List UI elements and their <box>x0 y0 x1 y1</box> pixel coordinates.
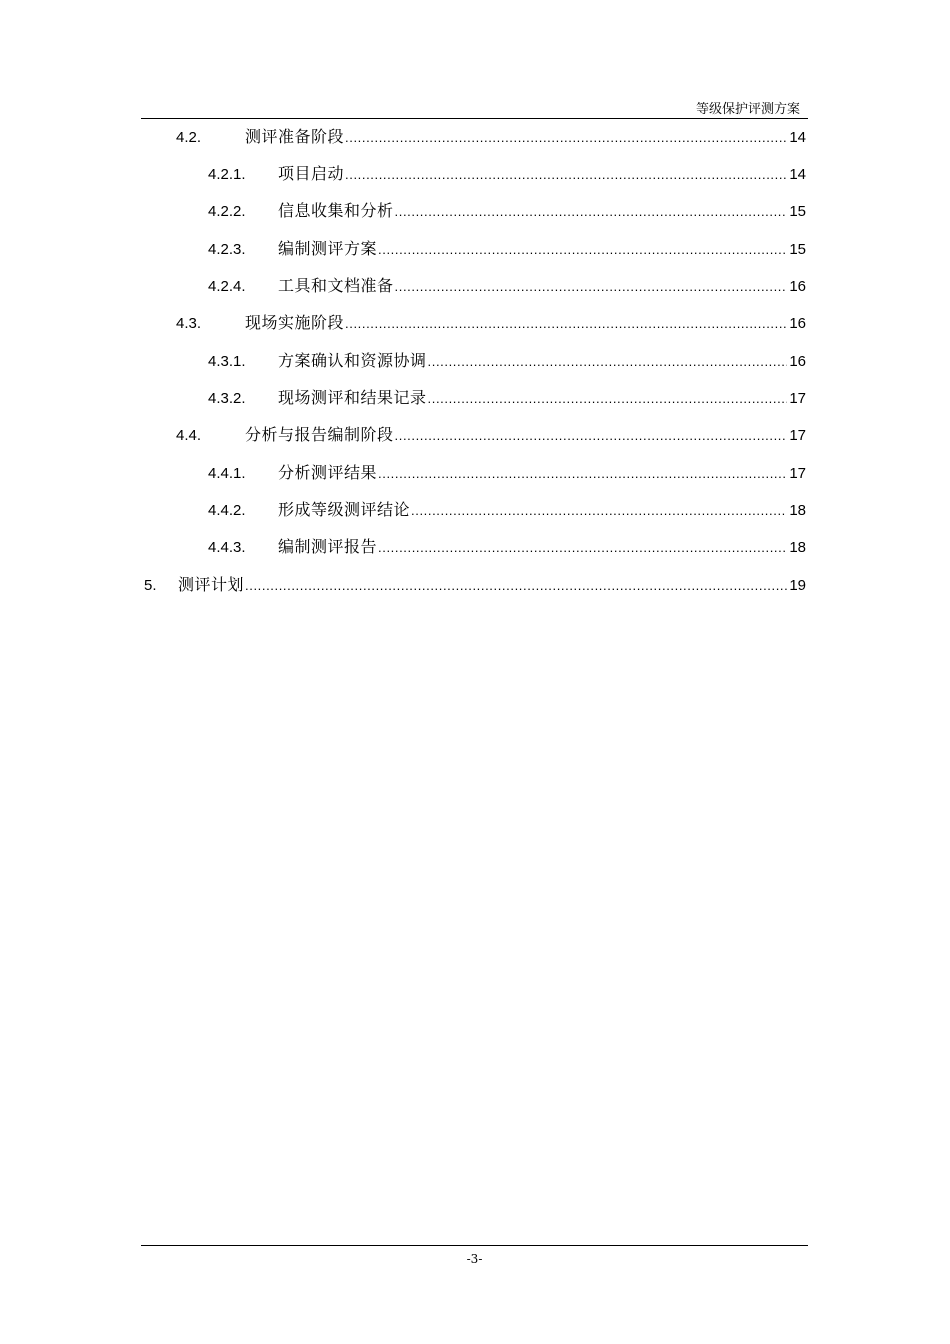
toc-entry-number: 4.3.2. <box>208 390 246 407</box>
table-of-contents <box>0 0 950 600</box>
toc-entry-4-2-2[interactable] <box>208 200 806 222</box>
toc-entry-title: 方案确认和资源协调 <box>278 351 427 370</box>
toc-entry-title: 编制测评方案 <box>278 239 378 258</box>
toc-entry-4-4[interactable] <box>176 424 806 446</box>
toc-leader-dots <box>395 276 788 298</box>
toc-entry-page: 14 <box>789 166 806 183</box>
toc-entry-page: 15 <box>789 241 806 258</box>
toc-entry-title: 现场测评和结果记录 <box>278 388 427 407</box>
toc-leader-dots <box>428 388 788 410</box>
toc-entry-number: 4.4. <box>176 427 202 444</box>
toc-entry-page: 19 <box>789 577 806 594</box>
toc-leader-dots <box>411 500 787 522</box>
toc-entry-page: 17 <box>789 465 806 482</box>
toc-entry-title: 测评准备阶段 <box>245 127 345 146</box>
toc-leader-dots <box>428 351 788 373</box>
toc-entry-title: 现场实施阶段 <box>245 313 345 332</box>
toc-entry-title: 信息收集和分析 <box>278 201 394 220</box>
toc-entry-number: 4.4.1. <box>208 465 246 482</box>
toc-entry-number: 4.2.4. <box>208 278 246 295</box>
toc-entry-page: 16 <box>789 353 806 370</box>
toc-entry-5[interactable] <box>144 574 806 596</box>
toc-entry-page: 18 <box>789 502 806 519</box>
toc-entry-title: 分析测评结果 <box>278 463 378 482</box>
toc-entry-page: 16 <box>789 315 806 332</box>
toc-entry-title: 形成等级测评结论 <box>278 500 411 519</box>
toc-entry-4-3-1[interactable] <box>208 350 806 372</box>
toc-entry-4-2-1[interactable] <box>208 163 806 185</box>
page-number: -3- <box>466 1252 483 1266</box>
toc-entry-4-3-2[interactable] <box>208 387 806 409</box>
toc-leader-dots <box>378 463 787 485</box>
toc-leader-dots <box>345 164 787 186</box>
toc-leader-dots <box>395 201 788 223</box>
toc-entry-number: 4.3.1. <box>208 353 246 370</box>
toc-entry-number: 5. <box>144 577 157 594</box>
toc-entry-number: 4.3. <box>176 315 202 332</box>
toc-entry-page: 16 <box>789 278 806 295</box>
toc-entry-number: 4.2.1. <box>208 166 246 183</box>
toc-entry-number: 4.4.3. <box>208 539 246 556</box>
toc-entry-4-3[interactable] <box>176 312 806 334</box>
toc-entry-4-2-3[interactable] <box>208 238 806 260</box>
toc-entry-title: 测评计划 <box>178 575 245 594</box>
toc-entry-number: 4.2.2. <box>208 203 246 220</box>
toc-entry-page: 17 <box>789 390 806 407</box>
toc-entry-title: 编制测评报告 <box>278 537 378 556</box>
toc-leader-dots <box>345 313 787 335</box>
toc-leader-dots <box>378 537 787 559</box>
toc-entry-page: 14 <box>789 129 806 146</box>
header-title: 等级保护评测方案 <box>695 102 800 117</box>
toc-entry-number: 4.2. <box>176 129 202 146</box>
toc-leader-dots <box>245 575 787 597</box>
toc-entry-page: 18 <box>789 539 806 556</box>
toc-entry-number: 4.4.2. <box>208 502 246 519</box>
toc-entry-4-4-1[interactable] <box>208 462 806 484</box>
toc-entry-4-2-4[interactable] <box>208 275 806 297</box>
toc-entry-title: 项目启动 <box>278 164 345 183</box>
page-footer <box>141 1245 808 1266</box>
toc-leader-dots <box>378 239 787 261</box>
toc-entry-page: 17 <box>789 427 806 444</box>
toc-entry-title: 分析与报告编制阶段 <box>245 425 394 444</box>
toc-leader-dots <box>395 425 788 447</box>
toc-entry-4-4-2[interactable] <box>208 499 806 521</box>
toc-entry-number: 4.2.3. <box>208 241 246 258</box>
toc-leader-dots <box>345 127 787 149</box>
toc-entry-title: 工具和文档准备 <box>278 276 394 295</box>
toc-entry-page: 15 <box>789 203 806 220</box>
toc-entry-4-4-3[interactable] <box>208 536 806 558</box>
toc-entry-4-2[interactable] <box>176 126 806 148</box>
